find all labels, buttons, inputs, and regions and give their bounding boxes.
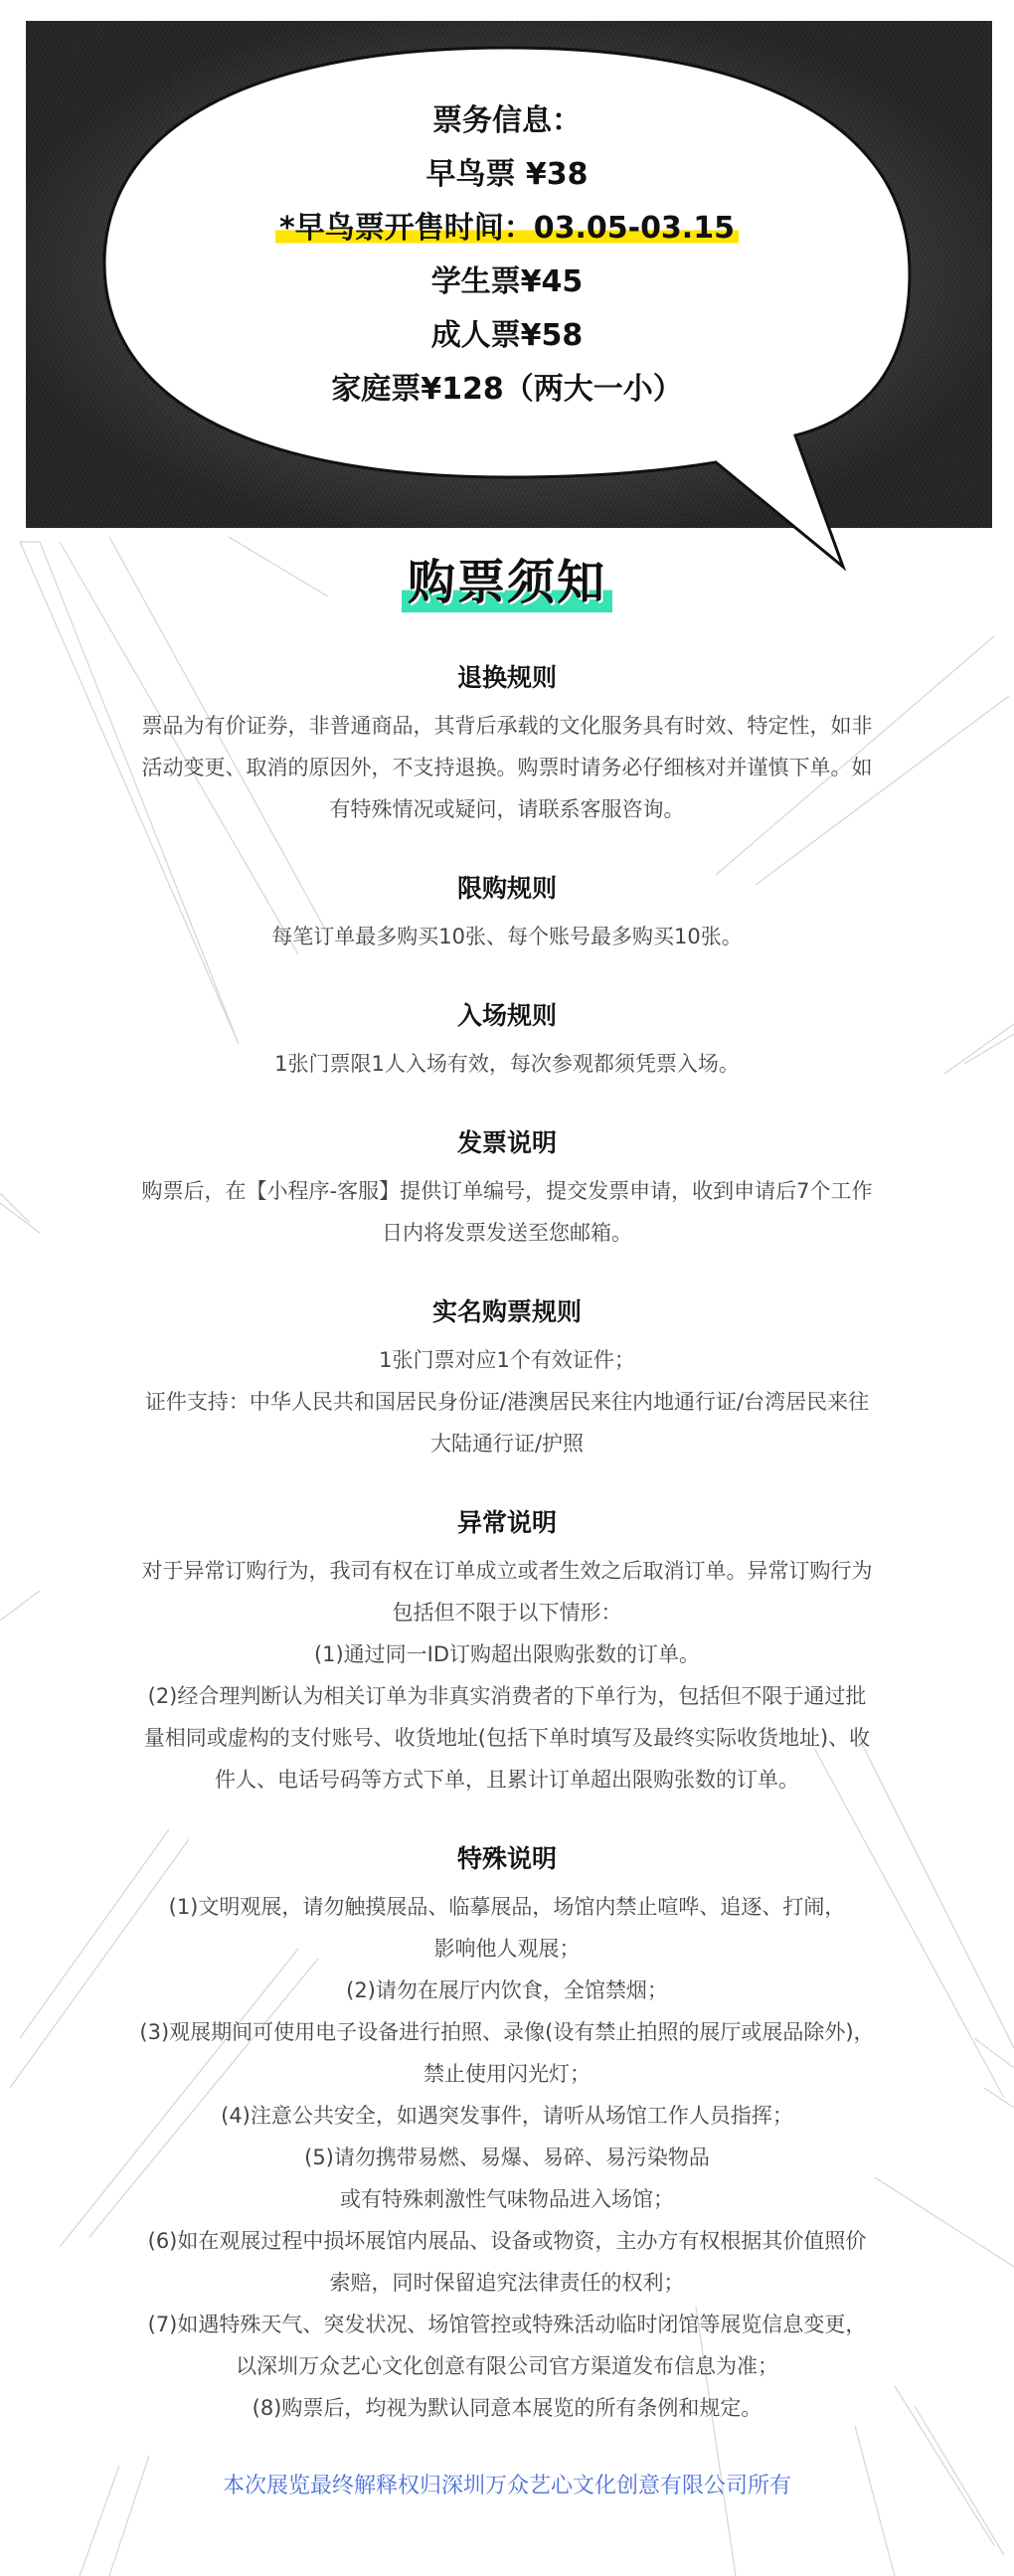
section-real-name <box>80 1286 934 1464</box>
section-line: (6)如在观展过程中损坏展馆内展品、设备或物资，主办方有权根据其价值照价 <box>147 2229 867 2253</box>
section-line: (2)经合理判断认为相关订单为非真实消费者的下单行为，包括但不限于通过批 <box>147 1684 867 1708</box>
section-line: (7)如遇特殊天气、突发状况、场馆管控或特殊活动临时闭馆等展览信息变更， <box>147 2313 867 2336</box>
section-line: (2)请勿在展厅内饮食，全馆禁烟； <box>346 1978 668 2002</box>
footer-note: 本次展览最终解释权归深圳万众艺心文化创意有限公司所有 <box>222 2474 791 2498</box>
section-line: (1)通过同一ID订购超出限购张数的订单。 <box>313 1642 701 1666</box>
section-title: 入场规则 <box>456 1001 557 1030</box>
section-line: 影响他人观展； <box>433 1937 581 1961</box>
notice-title: 购票须知 <box>402 552 612 613</box>
section-line: (5)请勿携带易燃、易爆、易碎、易污染物品 <box>304 2146 710 2169</box>
section-title: 发票说明 <box>456 1128 557 1157</box>
section-line: 对于异常订购行为，我司有权在订单成立或者生效之后取消订单。异常订购行为 <box>141 1559 873 1583</box>
student-price: 学生票¥45 <box>430 264 584 299</box>
section-line: 活动变更、取消的原因外，不支持退换。购票时请务必仔细核对并谨慎下单。如 <box>141 756 873 779</box>
ticket-info-title: 票务信息： <box>432 103 582 138</box>
section-line: 1张门票对应1个有效证件； <box>379 1348 635 1372</box>
section-line: 包括但不限于以下情形： <box>392 1601 622 1625</box>
section-line: 证件支持：中华人民共和国居民身份证/港澳居民来往内地通行证/台湾居民来往 <box>144 1390 870 1414</box>
section-title: 特殊说明 <box>456 1844 557 1873</box>
section-line: (3)观展期间可使用电子设备进行拍照、录像(设有禁止拍照的展厅或展品除外)， <box>139 2020 875 2044</box>
section-line: 大陆通行证/护照 <box>429 1432 585 1456</box>
section-invoice <box>80 1116 934 1254</box>
section-title: 限购规则 <box>456 874 557 903</box>
section-refund-rules <box>80 651 934 830</box>
section-line: 索赔，同时保留追究法律责任的权利； <box>329 2271 685 2295</box>
section-line: 购票后，在【小程序-客服】提供订单编号，提交发票申请，收到申请后7个工作 <box>141 1179 873 1203</box>
section-entry-rules <box>80 989 934 1085</box>
section-line: 量相同或虚构的支付账号、收货地址(包括下单时填写及最终实际收货地址)、收 <box>143 1726 871 1750</box>
early-bird-sale-time: *早鸟票开售时间：03.05-03.15 <box>275 212 739 246</box>
section-title: 实名购票规则 <box>431 1297 582 1326</box>
section-title: 异常说明 <box>456 1508 557 1537</box>
early-bird-price: 早鸟票 ¥38 <box>425 157 589 192</box>
family-price: 家庭票¥128（两大一小） <box>331 372 683 407</box>
adult-price: 成人票¥58 <box>430 318 584 353</box>
section-line: 票品为有价证券，非普通商品，其背后承载的文化服务具有时效、特定性，如非 <box>141 714 873 738</box>
section-title: 退换规则 <box>456 663 557 692</box>
section-line: 每笔订单最多购买10张、每个账号最多购买10张。 <box>271 925 743 948</box>
section-purchase-limit <box>80 862 934 957</box>
section-line: (4)注意公共安全，如遇突发事件，请听从场馆工作人员指挥； <box>221 2104 793 2128</box>
section-abnormal <box>80 1496 934 1801</box>
section-line: 以深圳万众艺心文化创意有限公司官方渠道发布信息为准； <box>236 2354 778 2378</box>
section-line: 件人、电话号码等方式下单，且累计订单超出限购张数的订单。 <box>215 1768 799 1792</box>
section-line: 禁止使用闪光灯； <box>423 2062 591 2086</box>
section-special <box>80 1832 934 2429</box>
section-line: (1)文明观展，请勿触摸展品、临摹展品，场馆内禁止喧哗、追逐、打闹， <box>168 1895 846 1919</box>
section-line: 1张门票限1人入场有效，每次参观都须凭票入场。 <box>274 1052 740 1076</box>
section-line: (8)购票后，均视为默认同意本展览的所有条例和规定。 <box>252 2396 762 2420</box>
notice-heading <box>0 552 1014 613</box>
section-line: 日内将发票发送至您邮箱。 <box>382 1221 632 1245</box>
notice-sections <box>80 651 934 2429</box>
ticket-info-block <box>0 94 1014 417</box>
section-line: 有特殊情况或疑问，请联系客服咨询。 <box>329 797 685 821</box>
section-line: 或有特殊刺激性气味物品进入场馆； <box>340 2187 674 2211</box>
